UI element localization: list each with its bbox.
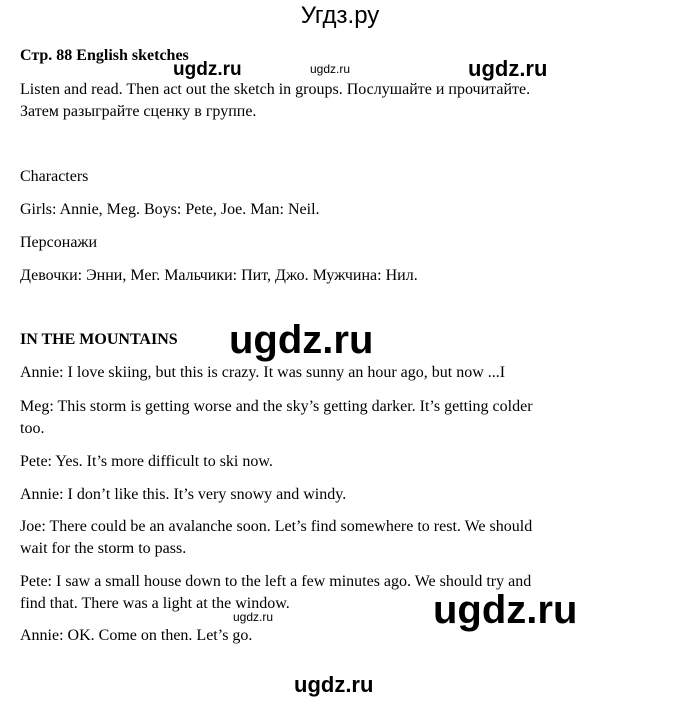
- dialogue-line: Annie: OK. Come on then. Let’s go.: [20, 627, 253, 644]
- dialogue-line: too.: [20, 420, 45, 437]
- watermark: ugdz.ru: [433, 588, 578, 632]
- characters-line: Girls: Annie, Meg. Boys: Pete, Joe. Man: Neil.: [20, 201, 320, 218]
- watermark: ugdz.ru: [173, 59, 242, 80]
- dialogue-line: Pete: Yes. It’s more difficult to ski now.: [20, 453, 273, 470]
- characters-line-ru: Девочки: Энни, Мег. Мальчики: Пит, Джо. Мужчина: Нил.: [20, 267, 418, 284]
- watermark: ugdz.ru: [229, 318, 374, 362]
- watermark: ugdz.ru: [294, 672, 374, 697]
- dialogue-line: Joe: There could be an avalanche soon. Let’s find somewhere to rest. We should: [20, 518, 533, 535]
- dialogue-line: Meg: This storm is getting worse and the sky’s getting darker. It’s getting colder: [20, 398, 533, 415]
- watermark: ugdz.ru: [233, 610, 274, 624]
- instruction-line: Listen and read. Then act out the sketch in groups. Послушайте и прочитайте.: [20, 81, 531, 98]
- dialogue-line: wait for the storm to pass.: [20, 540, 187, 557]
- watermark: ugdz.ru: [310, 62, 351, 76]
- dialogue-line: Annie: I don’t like this. It’s very snowy and windy.: [20, 486, 347, 503]
- dialogue-line: Pete: I saw a small house down to the left a few minutes ago. We should try and: [20, 573, 532, 590]
- page-heading: Стр. 88 English sketches: [20, 47, 189, 64]
- dialogue-line: find that. There was a light at the window.: [20, 595, 290, 612]
- section-title: IN THE MOUNTAINS: [20, 331, 178, 348]
- site-title: Угдз.ру: [300, 2, 380, 29]
- dialogue-line: Annie: I love skiing, but this is crazy. It was sunny an hour ago, but now ...I: [20, 364, 506, 381]
- watermark: ugdz.ru: [468, 56, 548, 81]
- characters-label: Characters: [20, 168, 89, 185]
- characters-label-ru: Персонажи: [20, 234, 98, 251]
- instruction-line: Затем разыграйте сценку в группе.: [20, 103, 257, 120]
